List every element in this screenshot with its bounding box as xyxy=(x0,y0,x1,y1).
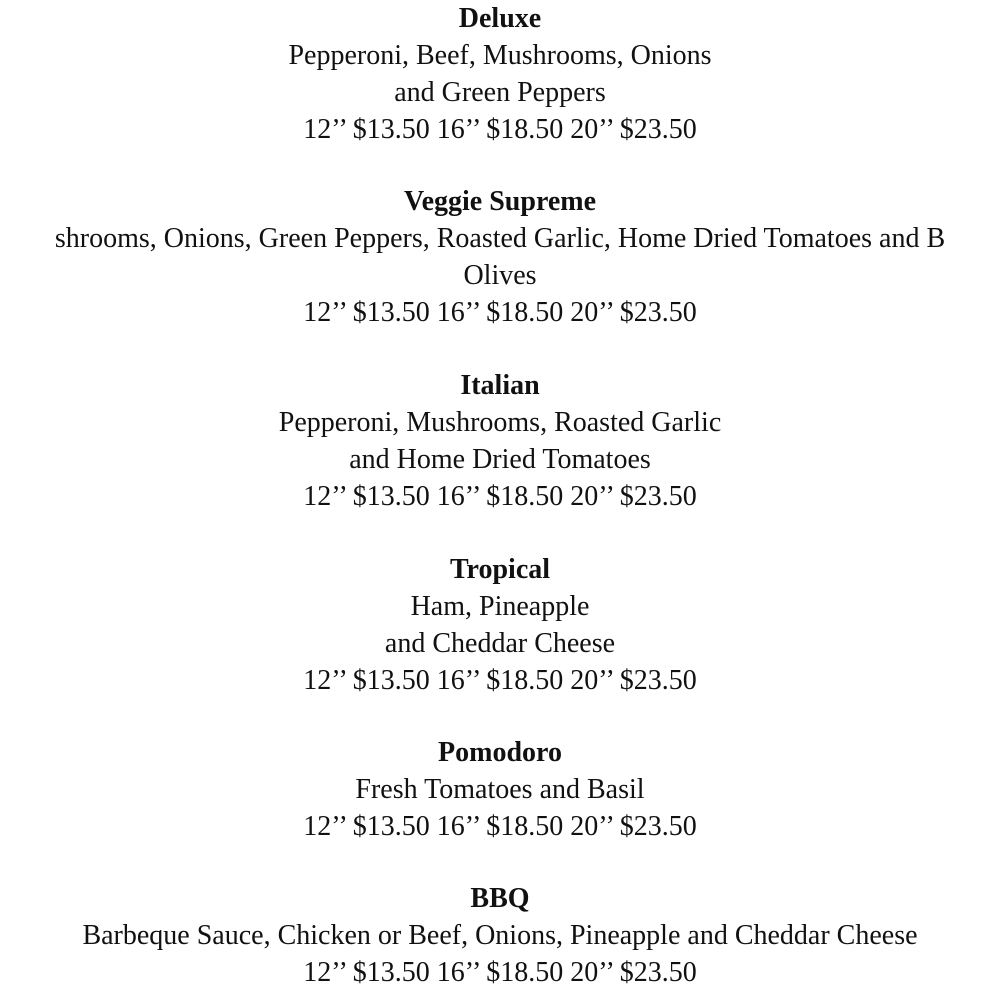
item-name: Pomodoro xyxy=(438,737,562,768)
item-prices: 12’’ $13.50 16’’ $18.50 20’’ $23.50 xyxy=(303,665,697,696)
item-name: Italian xyxy=(460,370,540,401)
item-name: BBQ xyxy=(470,883,530,914)
menu-item-pomodoro xyxy=(0,734,1000,845)
item-description-line: and Home Dried Tomatoes xyxy=(349,444,651,475)
item-name: Deluxe xyxy=(458,3,542,34)
item-prices: 12’’ $13.50 16’’ $18.50 20’’ $23.50 xyxy=(303,957,697,988)
menu-item-veggie-supreme xyxy=(0,183,1000,331)
item-description-line: Pepperoni, Mushrooms, Roasted Garlic xyxy=(278,407,722,438)
item-prices: 12’’ $13.50 16’’ $18.50 20’’ $23.50 xyxy=(303,481,697,512)
item-prices: 12’’ $13.50 16’’ $18.50 20’’ $23.50 xyxy=(303,811,697,842)
item-prices: 12’’ $13.50 16’’ $18.50 20’’ $23.50 xyxy=(303,114,697,145)
menu-item-italian xyxy=(0,367,1000,515)
item-description-line: Pepperoni, Beef, Mushrooms, Onions xyxy=(288,40,712,71)
menu-item-bbq xyxy=(0,880,1000,991)
menu-item-deluxe xyxy=(0,0,1000,148)
item-prices: 12’’ $13.50 16’’ $18.50 20’’ $23.50 xyxy=(303,297,697,328)
item-description-line: Barbeque Sauce, Chicken or Beef, Onions, Pineapple and Cheddar Cheese xyxy=(82,920,918,951)
item-description-line: Olives xyxy=(463,260,537,291)
item-description-line: shrooms, Onions, Green Peppers, Roasted Garlic, Home Dried Tomatoes and B xyxy=(54,223,946,254)
item-description-line: and Cheddar Cheese xyxy=(384,628,616,659)
item-description-line: Fresh Tomatoes and Basil xyxy=(355,774,645,805)
menu-item-tropical xyxy=(0,551,1000,699)
item-description-line: and Green Peppers xyxy=(394,77,606,108)
item-name: Veggie Supreme xyxy=(403,186,597,217)
item-name: Tropical xyxy=(449,554,551,585)
item-description-line: Ham, Pineapple xyxy=(410,591,590,622)
